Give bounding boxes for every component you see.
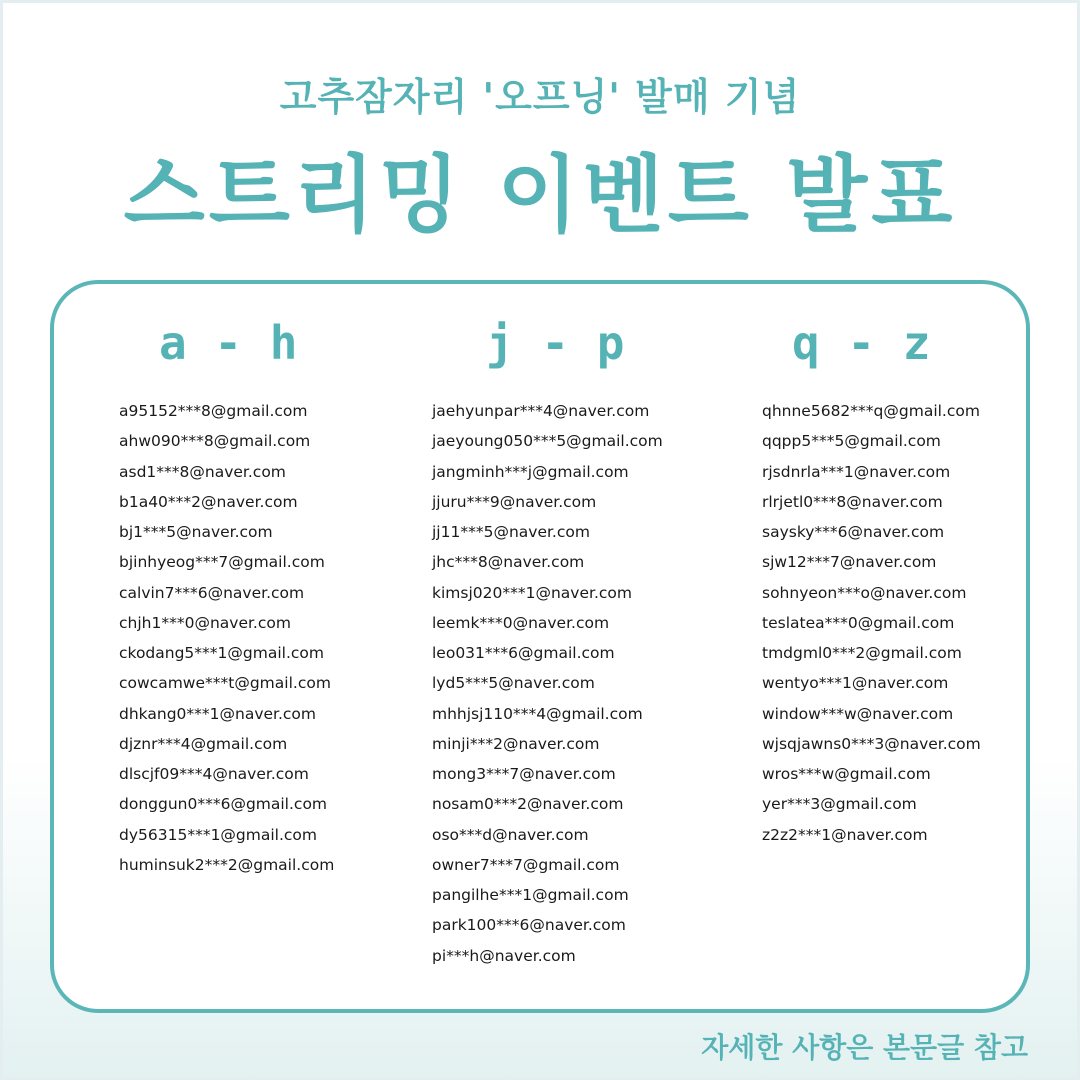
list-item: owner7***7@gmail.com [432,855,620,874]
column-q-z [762,312,981,850]
list-item: donggun0***6@gmail.com [119,795,328,814]
list-item: mong3***7@naver.com [432,765,616,783]
entry-list [432,396,663,971]
list-item: kimsj020***1@naver.com [432,583,632,602]
list-item: jangminh***j@gmail.com [432,462,629,481]
list-item: sohnyeon***o@naver.com [762,583,967,602]
list-item: asd1***8@naver.com [119,462,286,481]
list-item: jaehyunpar***4@naver.com [432,402,650,420]
footer-note: 자세한 사항은 본문글 참고 [701,1031,1028,1064]
entry-list [762,396,981,850]
subtitle: 고추잠자리 '오프닝' 발매 기념 [279,75,801,119]
list-item: bj1***5@naver.com [119,523,273,541]
list-item: oso***d@naver.com [432,825,589,844]
list-item: yer***3@gmail.com [762,795,917,814]
column-j-p [432,312,663,971]
list-item: rlrjetl0***8@naver.com [762,492,943,511]
list-item: park100***6@naver.com [432,916,626,935]
list-item: calvin7***6@naver.com [119,583,305,602]
list-item: window***w@naver.com [762,704,954,723]
list-item: cowcamwe***t@gmail.com [119,674,331,693]
column-heading: j - p [486,316,625,370]
list-item: jjuru***9@naver.com [432,492,597,511]
list-item: jhc***8@naver.com [432,553,585,572]
winners-card [50,280,1030,1013]
list-item: lyd5***5@naver.com [432,674,595,693]
list-item: saysky***6@naver.com [762,523,945,541]
list-item: ahw090***8@gmail.com [119,432,311,451]
list-item: mhhjsj110***4@gmail.com [432,704,643,723]
list-item: tmdgml0***2@gmail.com [762,644,962,662]
list-item: djznr***4@gmail.com [119,734,288,753]
list-item: ckodang5***1@gmail.com [119,644,324,662]
list-item: jaeyoung050***5@gmail.com [432,432,663,451]
list-item: bjinhyeog***7@gmail.com [119,553,325,572]
list-item: leo031***6@gmail.com [432,644,615,662]
list-item: wjsqjawns0***3@naver.com [762,734,981,753]
list-item: rjsdnrla***1@naver.com [762,462,951,481]
list-item: huminsuk2***2@gmail.com [119,855,335,874]
entry-list [119,396,334,880]
list-item: nosam0***2@naver.com [432,795,624,814]
list-item: a95152***8@gmail.com [119,402,308,420]
column-a-h [119,312,334,880]
list-item: teslatea***0@gmail.com [762,613,955,632]
list-item: qqpp5***5@gmail.com [762,432,941,451]
list-item: wros***w@gmail.com [762,765,931,783]
list-item: qhnne5682***q@gmail.com [762,402,980,420]
list-item: chjh1***0@naver.com [119,613,291,632]
list-item: dhkang0***1@naver.com [119,704,317,723]
list-item: b1a40***2@naver.com [119,492,298,511]
list-item: sjw12***7@naver.com [762,553,937,572]
list-item: leemk***0@naver.com [432,613,610,632]
list-item: jj11***5@naver.com [432,523,590,541]
list-item: minji***2@naver.com [432,734,600,753]
column-heading: q - z [792,316,931,370]
list-item: z2z2***1@naver.com [762,825,928,844]
column-heading: a - h [159,316,298,370]
list-item: dlscjf09***4@naver.com [119,765,309,783]
list-item: pi***h@naver.com [432,946,576,965]
list-item: wentyo***1@naver.com [762,674,949,693]
list-item: pangilhe***1@gmail.com [432,886,629,904]
list-item: dy56315***1@gmail.com [119,825,318,844]
page-title: 스트리밍 이벤트 발표 [123,146,957,244]
